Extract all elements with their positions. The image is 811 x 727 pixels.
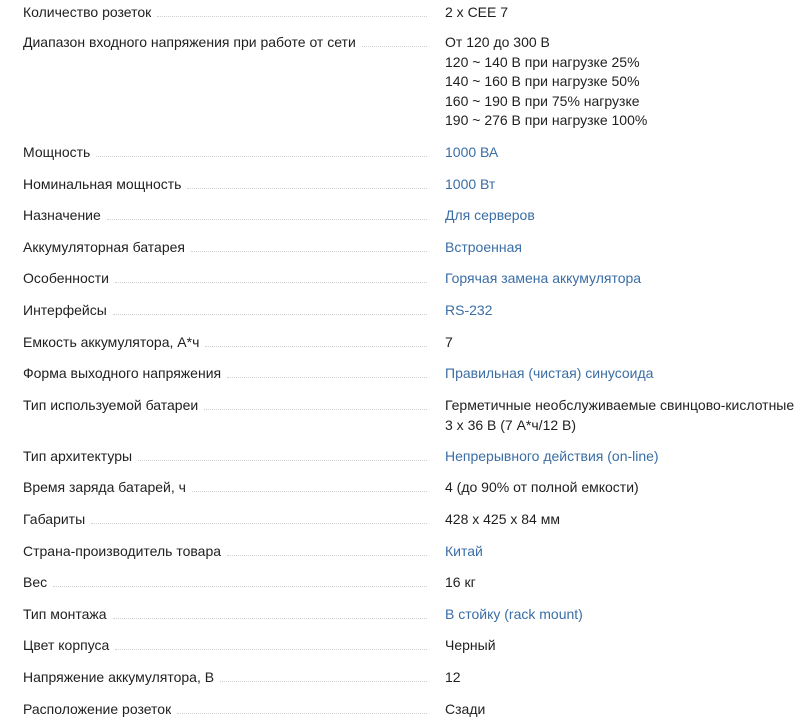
spec-label: Расположение розеток: [23, 701, 172, 717]
spec-label: Тип архитектуры: [23, 448, 133, 464]
spec-label: Емкость аккумулятора, А*ч: [23, 334, 200, 350]
spec-value: [445, 447, 805, 467]
spec-value-link[interactable]: Правильная (чистая) синусоида: [445, 365, 654, 381]
spec-value: [445, 333, 805, 353]
spec-value-line: Черный: [445, 637, 496, 653]
spec-value-link[interactable]: Горячая замена аккумулятора: [445, 270, 642, 286]
spec-value-line: Сзади: [445, 701, 486, 717]
spec-label-wrap: [23, 175, 427, 195]
dotted-leader: [227, 555, 427, 556]
dotted-leader: [205, 346, 427, 347]
spec-value-line: 160 ~ 190 В при 75% нагрузке: [445, 92, 640, 109]
spec-value: [445, 143, 805, 163]
dotted-leader: [204, 409, 427, 410]
spec-value: [445, 238, 805, 258]
spec-value-link[interactable]: Непрерывного действия (on-line): [445, 448, 659, 464]
spec-value-line: От 120 до 300 В: [445, 34, 550, 50]
spec-value-link[interactable]: Китай: [445, 543, 483, 559]
spec-value-link[interactable]: 1000 Вт: [445, 176, 496, 192]
spec-label: Тип монтажа: [23, 606, 107, 622]
spec-label: Напряжение аккумулятора, В: [23, 669, 215, 685]
spec-value-line: 428 x 425 x 84 мм: [445, 511, 560, 527]
spec-label: Мощность: [23, 144, 91, 160]
dotted-leader: [138, 460, 427, 461]
spec-value-link[interactable]: В стойку (rack mount): [445, 606, 583, 622]
dotted-leader: [227, 377, 427, 378]
spec-value-line: 4 (до 90% от полной емкости): [445, 479, 639, 495]
spec-label-wrap: [23, 206, 427, 226]
spec-label-wrap: [23, 478, 427, 498]
spec-label-wrap: [23, 510, 427, 530]
spec-value-line: 12: [445, 669, 461, 685]
spec-label: Назначение: [23, 207, 101, 223]
spec-label: Форма выходного напряжения: [23, 365, 222, 381]
spec-value-line: Герметичные необслуживаемые свинцово-кислотные: [445, 397, 795, 413]
spec-label-wrap: [23, 301, 427, 321]
spec-label-wrap: [23, 396, 427, 416]
spec-value: [445, 700, 805, 720]
dotted-leader: [192, 491, 427, 492]
spec-value-link[interactable]: 1000 ВА: [445, 144, 499, 160]
dotted-leader: [220, 681, 427, 682]
spec-value: [445, 364, 805, 384]
dotted-leader: [113, 314, 427, 315]
spec-label-wrap: [23, 3, 427, 23]
spec-label-wrap: [23, 668, 427, 688]
dotted-leader: [91, 523, 427, 524]
spec-value: [445, 542, 805, 562]
spec-value-link[interactable]: RS-232: [445, 302, 493, 318]
dotted-leader: [115, 649, 427, 650]
spec-label: Габариты: [23, 511, 86, 527]
spec-value: [445, 510, 805, 530]
spec-value-line: 140 ~ 160 В при нагрузке 50%: [445, 73, 640, 89]
dotted-leader: [177, 713, 427, 714]
spec-label-wrap: [23, 269, 427, 289]
spec-label: Вес: [23, 574, 48, 590]
spec-label-wrap: [23, 143, 427, 163]
spec-value: [445, 636, 805, 656]
spec-label: Номинальная мощность: [23, 176, 182, 192]
spec-value-line: 190 ~ 276 В при нагрузке 100%: [445, 112, 648, 128]
spec-label-wrap: [23, 542, 427, 562]
spec-value-link[interactable]: Для серверов: [445, 207, 535, 223]
spec-value: [445, 269, 805, 289]
spec-label: Цвет корпуса: [23, 637, 110, 653]
spec-value-line: 3 x 36 В (7 А*ч/12 В): [445, 416, 577, 433]
spec-value-line: 16 кг: [445, 574, 476, 590]
dotted-leader: [96, 156, 427, 157]
spec-value-link[interactable]: Встроенная: [445, 239, 522, 255]
spec-label-wrap: [23, 447, 427, 467]
dotted-leader: [53, 586, 427, 587]
spec-label-wrap: [23, 364, 427, 384]
dotted-leader: [187, 188, 427, 189]
dotted-leader: [191, 251, 427, 252]
spec-label-wrap: [23, 700, 427, 720]
spec-label: Диапазон входного напряжения при работе от сети: [23, 34, 356, 50]
spec-value-line: 7: [445, 334, 453, 350]
spec-label-wrap: [23, 238, 427, 258]
spec-value: [445, 3, 805, 23]
spec-label: Количество розеток: [23, 4, 152, 20]
spec-label: Время заряда батарей, ч: [23, 479, 186, 495]
spec-value: [445, 605, 805, 625]
spec-value: [445, 175, 805, 195]
spec-label-wrap: [23, 636, 427, 656]
dotted-leader: [157, 16, 427, 17]
spec-label-wrap: [23, 333, 427, 353]
spec-value: [445, 668, 805, 688]
spec-value-line: 120 ~ 140 В при нагрузке 25%: [445, 53, 640, 70]
spec-value: [445, 573, 805, 593]
spec-value: [445, 301, 805, 321]
spec-value: [445, 478, 805, 498]
spec-label: Тип используемой батареи: [23, 397, 199, 413]
spec-label: Аккумуляторная батарея: [23, 239, 185, 255]
spec-label-wrap: [23, 573, 427, 593]
dotted-leader: [115, 282, 427, 283]
dotted-leader: [107, 219, 427, 220]
spec-label: Особенности: [23, 270, 109, 286]
spec-value: [445, 206, 805, 226]
dotted-leader: [362, 46, 427, 47]
spec-value-line: 2 x CEE 7: [445, 4, 509, 20]
spec-value: [445, 33, 805, 131]
spec-label-wrap: [23, 33, 427, 53]
spec-value: [445, 396, 805, 435]
spec-label: Страна-производитель товара: [23, 543, 222, 559]
spec-label-wrap: [23, 605, 427, 625]
dotted-leader: [113, 618, 427, 619]
spec-label: Интерфейсы: [23, 302, 107, 318]
